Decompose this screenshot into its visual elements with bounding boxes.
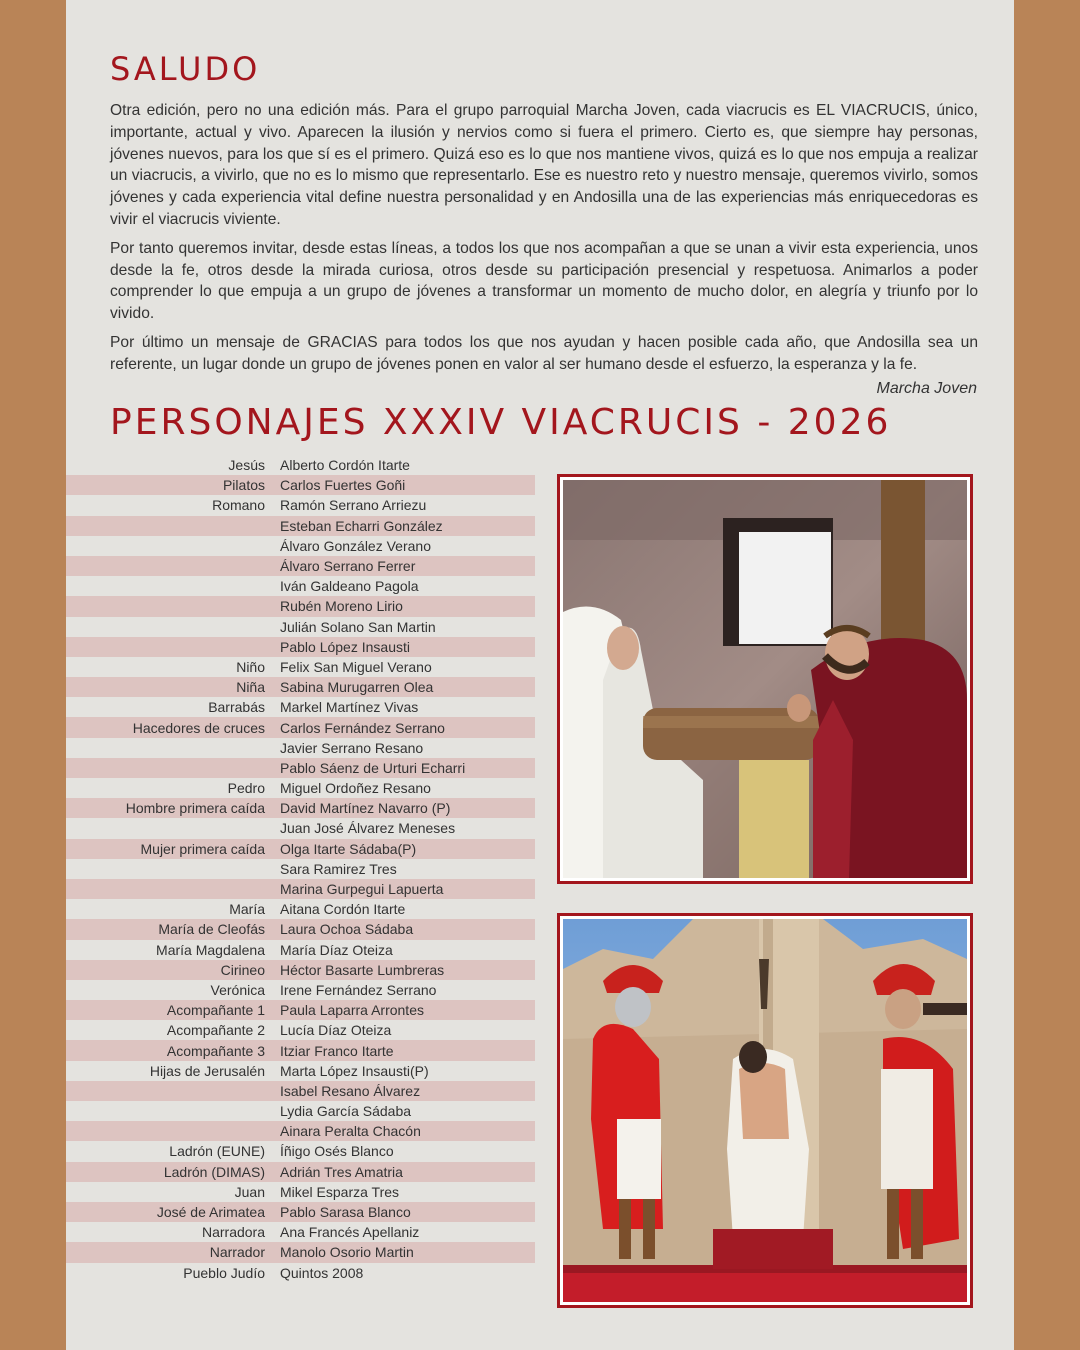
cast-row xyxy=(66,899,535,919)
saludo-text xyxy=(110,100,978,383)
cast-name: Pablo Sarasa Blanco xyxy=(280,1204,411,1221)
cast-role: Acompañante 2 xyxy=(166,1022,265,1039)
cast-role: Juan xyxy=(234,1183,265,1200)
cast-role: Hacedores de cruces xyxy=(132,719,265,736)
cast-row xyxy=(66,1162,535,1182)
cast-row xyxy=(66,717,535,737)
cast-row xyxy=(66,475,535,495)
cast-row xyxy=(66,1263,535,1283)
cast-name: Álvaro Serrano Ferrer xyxy=(280,558,416,575)
cast-role: Narrador xyxy=(209,1244,265,1261)
cast-role: Pueblo Judío xyxy=(183,1264,265,1281)
cast-role: Ladrón (DIMAS) xyxy=(163,1163,265,1180)
cast-row xyxy=(66,697,535,717)
cast-name: Miguel Ordoñez Resano xyxy=(280,780,431,797)
cast-list xyxy=(66,455,535,1283)
cast-row xyxy=(66,1081,535,1101)
cast-row xyxy=(66,839,535,859)
cast-name: Ramón Serrano Arriezu xyxy=(280,497,427,514)
cast-name: Héctor Basarte Lumbreras xyxy=(280,961,445,978)
saludo-paragraph: Por último un mensaje de GRACIAS para todos los que nos ayudan y hacen posible cada año, que Andosilla sea un referente, un lugar donde un grupo de jóvenes ponen en valor al ser humano desde el esfuerzo, la esperanza y la fe. xyxy=(110,333,978,373)
cast-role: Niño xyxy=(236,658,265,675)
cast-name: Lydia García Sádaba xyxy=(280,1103,412,1120)
personajes-heading: PERSONAJES XXXIV VIACRUCIS - 2026 xyxy=(110,402,892,443)
cast-name: Alberto Cordón Itarte xyxy=(280,457,410,474)
cast-name: Sabina Murugarren Olea xyxy=(280,679,434,696)
cast-name: Carlos Fuertes Goñi xyxy=(280,477,406,494)
cast-role: Acompañante 3 xyxy=(166,1042,265,1059)
cast-name: Íñigo Osés Blanco xyxy=(280,1143,394,1160)
saludo-heading: SALUDO xyxy=(110,50,261,88)
cast-name: Adrián Tres Amatria xyxy=(280,1163,403,1180)
cast-row xyxy=(66,879,535,899)
cast-row xyxy=(66,657,535,677)
cast-name: Sara Ramirez Tres xyxy=(280,860,397,877)
cast-row xyxy=(66,1020,535,1040)
cast-name: Julián Solano San Martin xyxy=(280,618,436,635)
photo-jesus-carrying-cross xyxy=(557,474,973,884)
cast-name: Paula Laparra Arrontes xyxy=(280,1002,424,1019)
cast-name: Mikel Esparza Tres xyxy=(280,1183,400,1200)
cast-role: Pedro xyxy=(227,780,265,797)
cast-row xyxy=(66,1101,535,1121)
cast-row xyxy=(66,1222,535,1242)
saludo-paragraph: Otra edición, pero no una edición más. Para el grupo parroquial Marcha Joven, cada viacrucis es EL VIACRUCIS, único, importante, actual y vivo. Aparecen la ilusión y nervios como si fuera el primero. Cierto es, que siempre hay personas, jóvenes nuevos, para los que sí es el primero. Quizá eso es lo que nos mantiene vivos, quizá es lo que nos empuja a realizar un viacrucis, a vivirlo, que no es lo mismo que representarlo. Ese es nuestro reto y nuestro mensaje, queremos vivirlo, somos jóvenes y cada experiencia vital define nuestra personalidad y en Andosilla una de las experiencias más enriquecedoras es vivir el viacrucis viviente. xyxy=(110,102,978,228)
cast-row xyxy=(66,859,535,879)
cast-name: Marta López Insausti(P) xyxy=(280,1062,429,1079)
cast-role: Romano xyxy=(212,497,265,514)
cast-name: Quintos 2008 xyxy=(280,1264,364,1281)
cast-row xyxy=(66,1000,535,1020)
cast-row xyxy=(66,455,535,475)
cast-role: Ladrón (EUNE) xyxy=(169,1143,265,1160)
cast-name: Pablo López Insausti xyxy=(280,638,410,655)
cast-row xyxy=(66,1202,535,1222)
cast-role: Verónica xyxy=(210,981,265,998)
cast-name: Markel Martínez Vivas xyxy=(280,699,419,716)
cast-name: Carlos Fernández Serrano xyxy=(280,719,445,736)
cast-name: Itziar Franco Itarte xyxy=(280,1042,394,1059)
cast-row xyxy=(66,1141,535,1161)
cast-name: Lucía Díaz Oteiza xyxy=(280,1022,392,1039)
cast-row xyxy=(66,677,535,697)
cast-name: Ainara Peralta Chacón xyxy=(280,1123,421,1140)
cast-row xyxy=(66,960,535,980)
signature: Marcha Joven xyxy=(876,380,977,397)
cast-name: Esteban Echarri González xyxy=(280,517,443,534)
cast-row xyxy=(66,536,535,556)
cast-name: María Díaz Oteiza xyxy=(280,941,393,958)
photo-flagellation-scene xyxy=(557,913,973,1308)
cast-name: Álvaro González Verano xyxy=(280,537,431,554)
cast-role: María Magdalena xyxy=(156,941,265,958)
cast-role: Cirineo xyxy=(220,961,265,978)
cast-row xyxy=(66,778,535,798)
cast-row xyxy=(66,1242,535,1262)
cast-row xyxy=(66,1061,535,1081)
cast-row xyxy=(66,556,535,576)
cast-name: Iván Galdeano Pagola xyxy=(280,578,419,595)
cast-name: Pablo Sáenz de Urturi Echarri xyxy=(280,759,466,776)
cast-row xyxy=(66,617,535,637)
cast-role: Narradora xyxy=(201,1224,265,1241)
cast-role: Hijas de Jerusalén xyxy=(149,1062,265,1079)
cast-name: Aitana Cordón Itarte xyxy=(280,901,406,918)
saludo-paragraph: Por tanto queremos invitar, desde estas líneas, a todos los que nos acompañan a que se unan a vivir esta experiencia, unos desde la fe, otros desde la mirada curiosa, otros desde su participación presencial y respetuosa. Animarlos a poder comprender lo que empuja a un grupo de jóvenes a transformar un momento de mucho dolor, en alegría y triunfo por lo vivido. xyxy=(110,239,978,323)
cast-row xyxy=(66,1040,535,1060)
cast-row xyxy=(66,919,535,939)
cast-name: Ana Francés Apellaniz xyxy=(280,1224,420,1241)
cast-row xyxy=(66,495,535,515)
cast-name: Rubén Moreno Lirio xyxy=(280,598,403,615)
cast-role: Barrabás xyxy=(208,699,265,716)
cast-role: Niña xyxy=(236,679,265,696)
cast-name: Laura Ochoa Sádaba xyxy=(280,921,414,938)
cast-row xyxy=(66,758,535,778)
cast-name: Olga Itarte Sádaba(P) xyxy=(280,840,417,857)
cast-row xyxy=(66,1182,535,1202)
cast-role: María de Cleofás xyxy=(158,921,265,938)
cast-name: Felix San Miguel Verano xyxy=(280,658,432,675)
cast-role: José de Arimatea xyxy=(156,1204,265,1221)
cast-role: Hombre primera caída xyxy=(125,800,265,817)
photo-1-illustration xyxy=(563,480,967,878)
cast-row xyxy=(66,980,535,1000)
cast-row xyxy=(66,516,535,536)
cast-role: Mujer primera caída xyxy=(140,840,265,857)
cast-role: Pilatos xyxy=(222,477,265,494)
cast-name: Irene Fernández Serrano xyxy=(280,981,437,998)
cast-row xyxy=(66,596,535,616)
cast-row xyxy=(66,738,535,758)
cast-row xyxy=(66,940,535,960)
cast-role: María xyxy=(229,901,265,918)
cast-role: Acompañante 1 xyxy=(166,1002,265,1019)
cast-name: David Martínez Navarro (P) xyxy=(280,800,451,817)
cast-row xyxy=(66,1121,535,1141)
cast-row xyxy=(66,818,535,838)
cast-role: Jesús xyxy=(228,457,265,474)
cast-row xyxy=(66,637,535,657)
cast-name: Isabel Resano Álvarez xyxy=(280,1082,421,1099)
cast-name: Marina Gurpegui Lapuerta xyxy=(280,881,444,898)
cast-name: Javier Serrano Resano xyxy=(280,739,424,756)
cast-row xyxy=(66,798,535,818)
cast-name: Manolo Osorio Martin xyxy=(280,1244,414,1261)
photo-2-illustration xyxy=(563,919,967,1302)
cast-name: Juan José Álvarez Meneses xyxy=(280,820,456,837)
page xyxy=(66,0,1014,1350)
cast-row xyxy=(66,576,535,596)
